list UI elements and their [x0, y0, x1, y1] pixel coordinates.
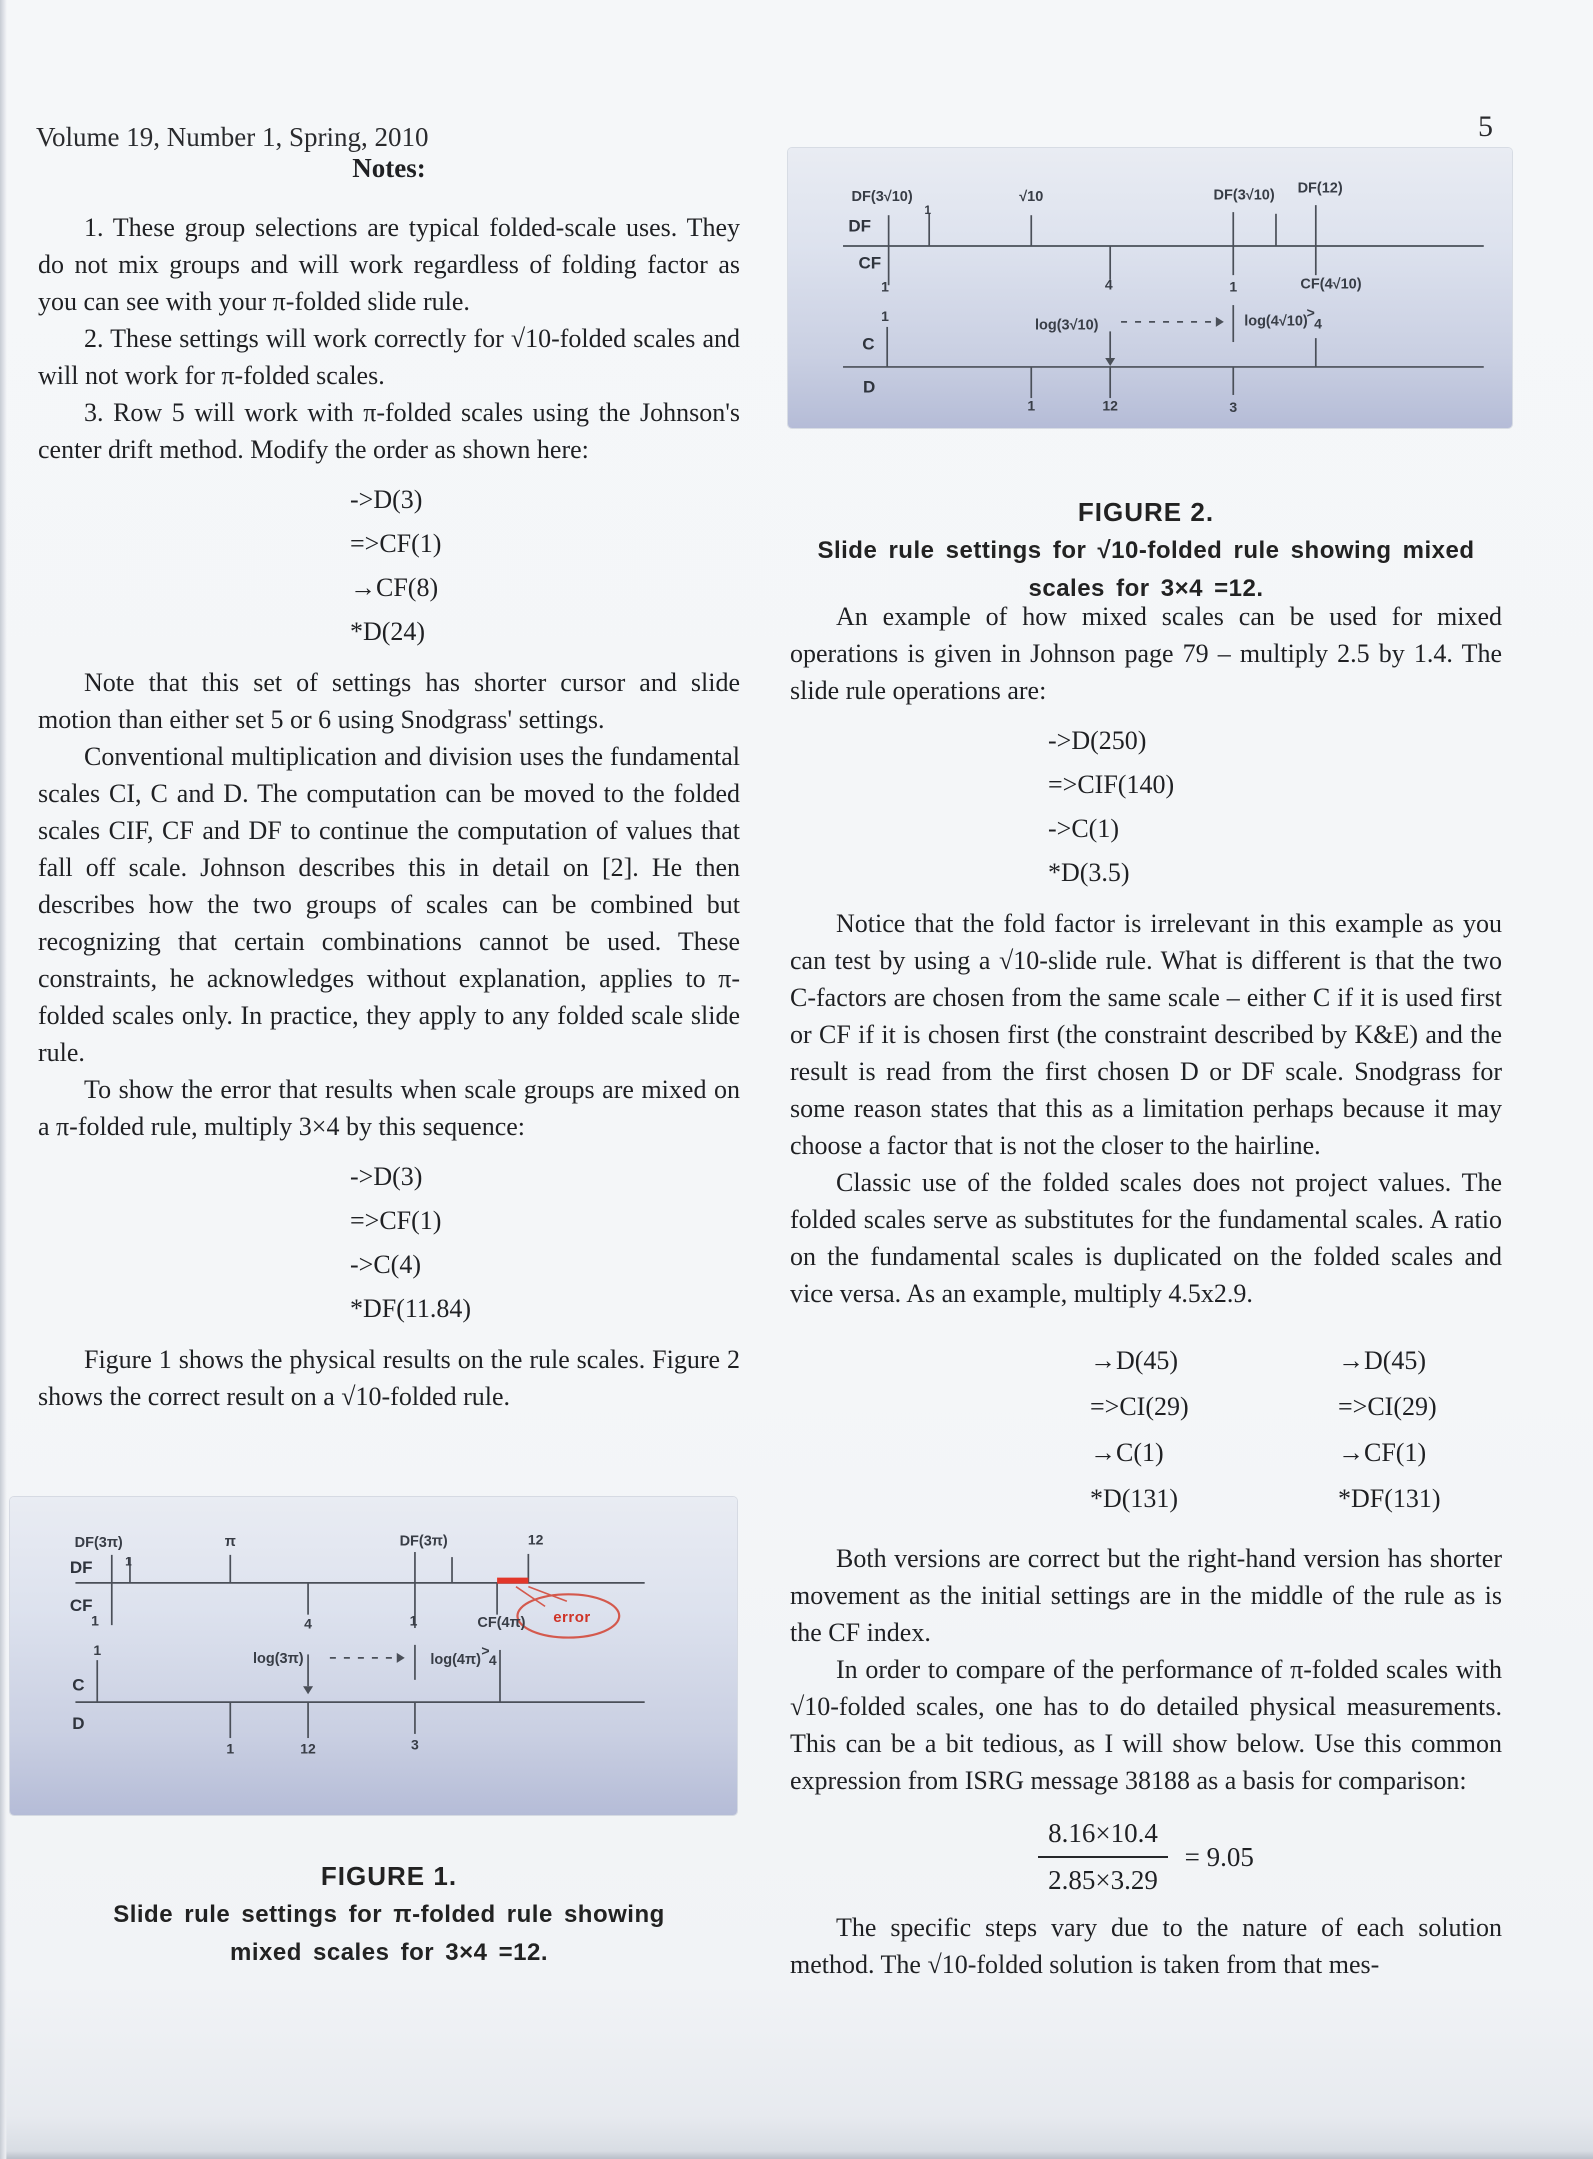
operation-list: [790, 719, 1502, 895]
operation-row: [1090, 1476, 1502, 1522]
fraction-denominator: 2.85×3.29: [1038, 1856, 1168, 1899]
figure2-diagram: [788, 148, 1512, 428]
fraction: [1038, 1815, 1168, 1899]
operation-step: *D(131): [1090, 1484, 1179, 1513]
svg-text:CF: CF: [69, 1596, 93, 1616]
paragraph: Both versions are correct but the right-hand version has shorter movement as the initial settings are in the middle of the rule as is the CF index.: [790, 1544, 1502, 1647]
operation-step: →C(1): [1090, 1438, 1164, 1467]
figure1-diagram: [10, 1497, 737, 1815]
svg-text:4: 4: [488, 1651, 497, 1668]
svg-text:log(3π): log(3π): [252, 1651, 304, 1668]
figure2-svg: [788, 148, 1512, 428]
svg-text:1: 1: [1229, 278, 1238, 295]
svg-text:log(4√10): log(4√10): [1244, 313, 1308, 330]
operation-step: *D(24): [350, 617, 426, 646]
figure2-caption: [790, 492, 1502, 608]
operation-step: ->D(3): [350, 1162, 423, 1191]
svg-text:D: D: [72, 1713, 85, 1733]
svg-text:1: 1: [924, 203, 932, 218]
svg-text:log(4π): log(4π): [430, 1651, 481, 1668]
svg-text:4: 4: [304, 1615, 312, 1632]
operation-step: *DF(11.84): [350, 1294, 472, 1323]
svg-text:CF(4π): CF(4π): [477, 1614, 526, 1631]
paragraph: The specific steps vary due to the nature of each solution method. The √10-folded solution is taken from that mes-: [790, 1913, 1502, 1979]
svg-text:DF: DF: [69, 1558, 93, 1578]
operation-step: *DF(131): [1338, 1484, 1441, 1513]
operation-step: →D(45): [1090, 1346, 1179, 1375]
operation-row: [1090, 1384, 1502, 1430]
svg-text:1: 1: [91, 1612, 99, 1629]
operation-list-two-column: [790, 1338, 1502, 1522]
operation-step: =>CI(29): [1338, 1392, 1437, 1421]
formula-result: = 9.05: [1184, 1841, 1254, 1872]
paragraph: Classic use of the folded scales does not project values. The folded scales serve as substitutes for the fundamental scales. A ratio on the fundamental scales is duplicated on the folded scales and vice versa. As an example, multiply 4.5x2.9.: [790, 1168, 1502, 1308]
page-number: 5: [1478, 110, 1493, 143]
svg-text:CF(4√10): CF(4√10): [1300, 276, 1362, 293]
operation-step: =>CIF(140): [1048, 770, 1175, 799]
operation-step: =>CI(29): [1090, 1392, 1189, 1421]
svg-text:>: >: [1306, 304, 1315, 321]
svg-text:π: π: [224, 1533, 236, 1550]
operation-row: [1090, 1338, 1502, 1384]
fraction-numerator: 8.16×10.4: [1048, 1818, 1158, 1848]
figure1-caption-line: Slide rule settings for π-folded rule showing: [113, 1901, 665, 1928]
paragraph: In order to compare of the performance of π-folded scales with √10-folded scales, one has to do detailed physical measurements. This can be a bit tedious, as I will show below. Use this common expression from ISRG message 38188 as a basis for comparison:: [790, 1655, 1502, 1795]
figure1-caption-line: mixed scales for 3×4 =12.: [229, 1939, 549, 1966]
svg-text:DF(3π): DF(3π): [399, 1533, 448, 1550]
figure2-caption-title: FIGURE 2.: [1077, 497, 1215, 527]
issue-header: Volume 19, Number 1, Spring, 2010: [36, 122, 429, 152]
svg-text:3: 3: [1229, 399, 1238, 416]
svg-text:C: C: [862, 334, 875, 354]
svg-text:DF(3√10): DF(3√10): [851, 188, 913, 205]
notes-heading: Notes:: [352, 153, 426, 183]
operation-step: →D(45): [1338, 1346, 1427, 1375]
paragraph: To show the error that results when scale groups are mixed on a π-folded rule, multiply 3×4 by this sequence:: [38, 1075, 740, 1141]
svg-text:12: 12: [300, 1740, 316, 1757]
paragraph: 2. These settings will work correctly for √10-folded scales and will not work for π-folded scales.: [38, 324, 740, 390]
svg-text:1: 1: [1027, 397, 1036, 414]
svg-text:D: D: [862, 377, 876, 397]
figure2-caption-line: Slide rule settings for √10-folded rule showing mixed: [817, 537, 1475, 564]
figure1-caption-title: FIGURE 1.: [320, 1861, 458, 1891]
svg-text:4: 4: [1314, 315, 1322, 332]
operation-step: →CF(8): [350, 573, 439, 602]
svg-text:12: 12: [1102, 397, 1118, 414]
paragraph: 1. These group selections are typical folded-scale uses. They do not mix groups and will work regardless of folding factor as you can see with your π-folded slide rule.: [38, 213, 740, 316]
operation-list: [38, 478, 740, 654]
operation-step: →CF(1): [1338, 1438, 1427, 1467]
operation-step: ->D(3): [350, 485, 423, 514]
svg-text:1: 1: [93, 1641, 102, 1658]
operation-list: [38, 1155, 740, 1331]
svg-text:1: 1: [881, 278, 889, 295]
figure1-caption: [38, 1856, 740, 1972]
operation-step: ->D(250): [1048, 726, 1147, 755]
paragraph: 3. Row 5 will work with π-folded scales using the Johnson's center drift method. Modify the order as shown here:: [38, 398, 740, 464]
svg-text:1: 1: [226, 1740, 235, 1757]
paragraph: Notice that the fold factor is irrelevant in this example as you can test by using a √10-slide rule. What is different is that the two C-factors are chosen from the same scale – either C if it is used first or CF if it is chosen first (the constraint described by K&E) and the result is read from the first chosen D or DF scale. Snodgrass for some reason states that this as a limitation perhaps because it may choose a factor that is not the closer to the hairline.: [790, 909, 1502, 1160]
svg-text:>: >: [481, 1642, 490, 1659]
operation-step: ->C(1): [1048, 814, 1119, 843]
comparison-formula: [790, 1815, 1502, 1899]
left-column: [38, 150, 740, 1415]
operation-step: *D(3.5): [1048, 858, 1130, 887]
svg-text:log(3√10): log(3√10): [1034, 317, 1099, 334]
figure2-caption-line: scales for 3×4 =12.: [1028, 575, 1264, 602]
svg-text:DF(3√10): DF(3√10): [1213, 187, 1275, 204]
paragraph: An example of how mixed scales can be used for mixed operations is given in Johnson page 79 – multiply 2.5 by 1.4. The slide rule operations are:: [790, 602, 1502, 705]
operation-row: [1090, 1430, 1502, 1476]
svg-text:1: 1: [881, 307, 889, 324]
svg-text:√10: √10: [1019, 188, 1044, 205]
svg-text:DF(3π): DF(3π): [74, 1534, 123, 1551]
right-column: [790, 598, 1502, 1983]
paragraph: Note that this set of settings has shorter cursor and slide motion than either set 5 or 6 using Snodgrass' settings.: [38, 668, 740, 734]
svg-text:3: 3: [411, 1736, 419, 1753]
svg-text:1: 1: [409, 1612, 418, 1629]
svg-text:12: 12: [527, 1531, 544, 1548]
svg-text:4: 4: [1104, 276, 1113, 293]
figure1-svg: [10, 1497, 737, 1815]
svg-text:DF(12): DF(12): [1297, 180, 1343, 197]
svg-text:DF: DF: [848, 216, 872, 236]
operation-step: =>CF(1): [350, 1206, 442, 1235]
paragraph: Figure 1 shows the physical results on the rule scales. Figure 2 shows the correct result on a √10-folded rule.: [38, 1345, 740, 1411]
svg-text:1: 1: [125, 1554, 132, 1569]
paragraph: Conventional multiplication and division uses the fundamental scales CI, C and D. The computation can be moved to the folded scales CIF, CF and DF to continue the computation of values that fall off scale. Johnson describes this in detail on [2]. He then describes how the two groups of scales can be combined but recognizing that certain combinations cannot be used. These constraints, he acknowledges without explanation, applies to π-folded scales only. In practice, they apply to any folded scale slide rule.: [38, 742, 740, 1067]
operation-step: =>CF(1): [350, 529, 442, 558]
operation-step: ->C(4): [350, 1250, 421, 1279]
svg-text:CF: CF: [858, 253, 882, 273]
svg-text:C: C: [72, 1675, 85, 1695]
svg-text:error: error: [553, 1608, 591, 1626]
